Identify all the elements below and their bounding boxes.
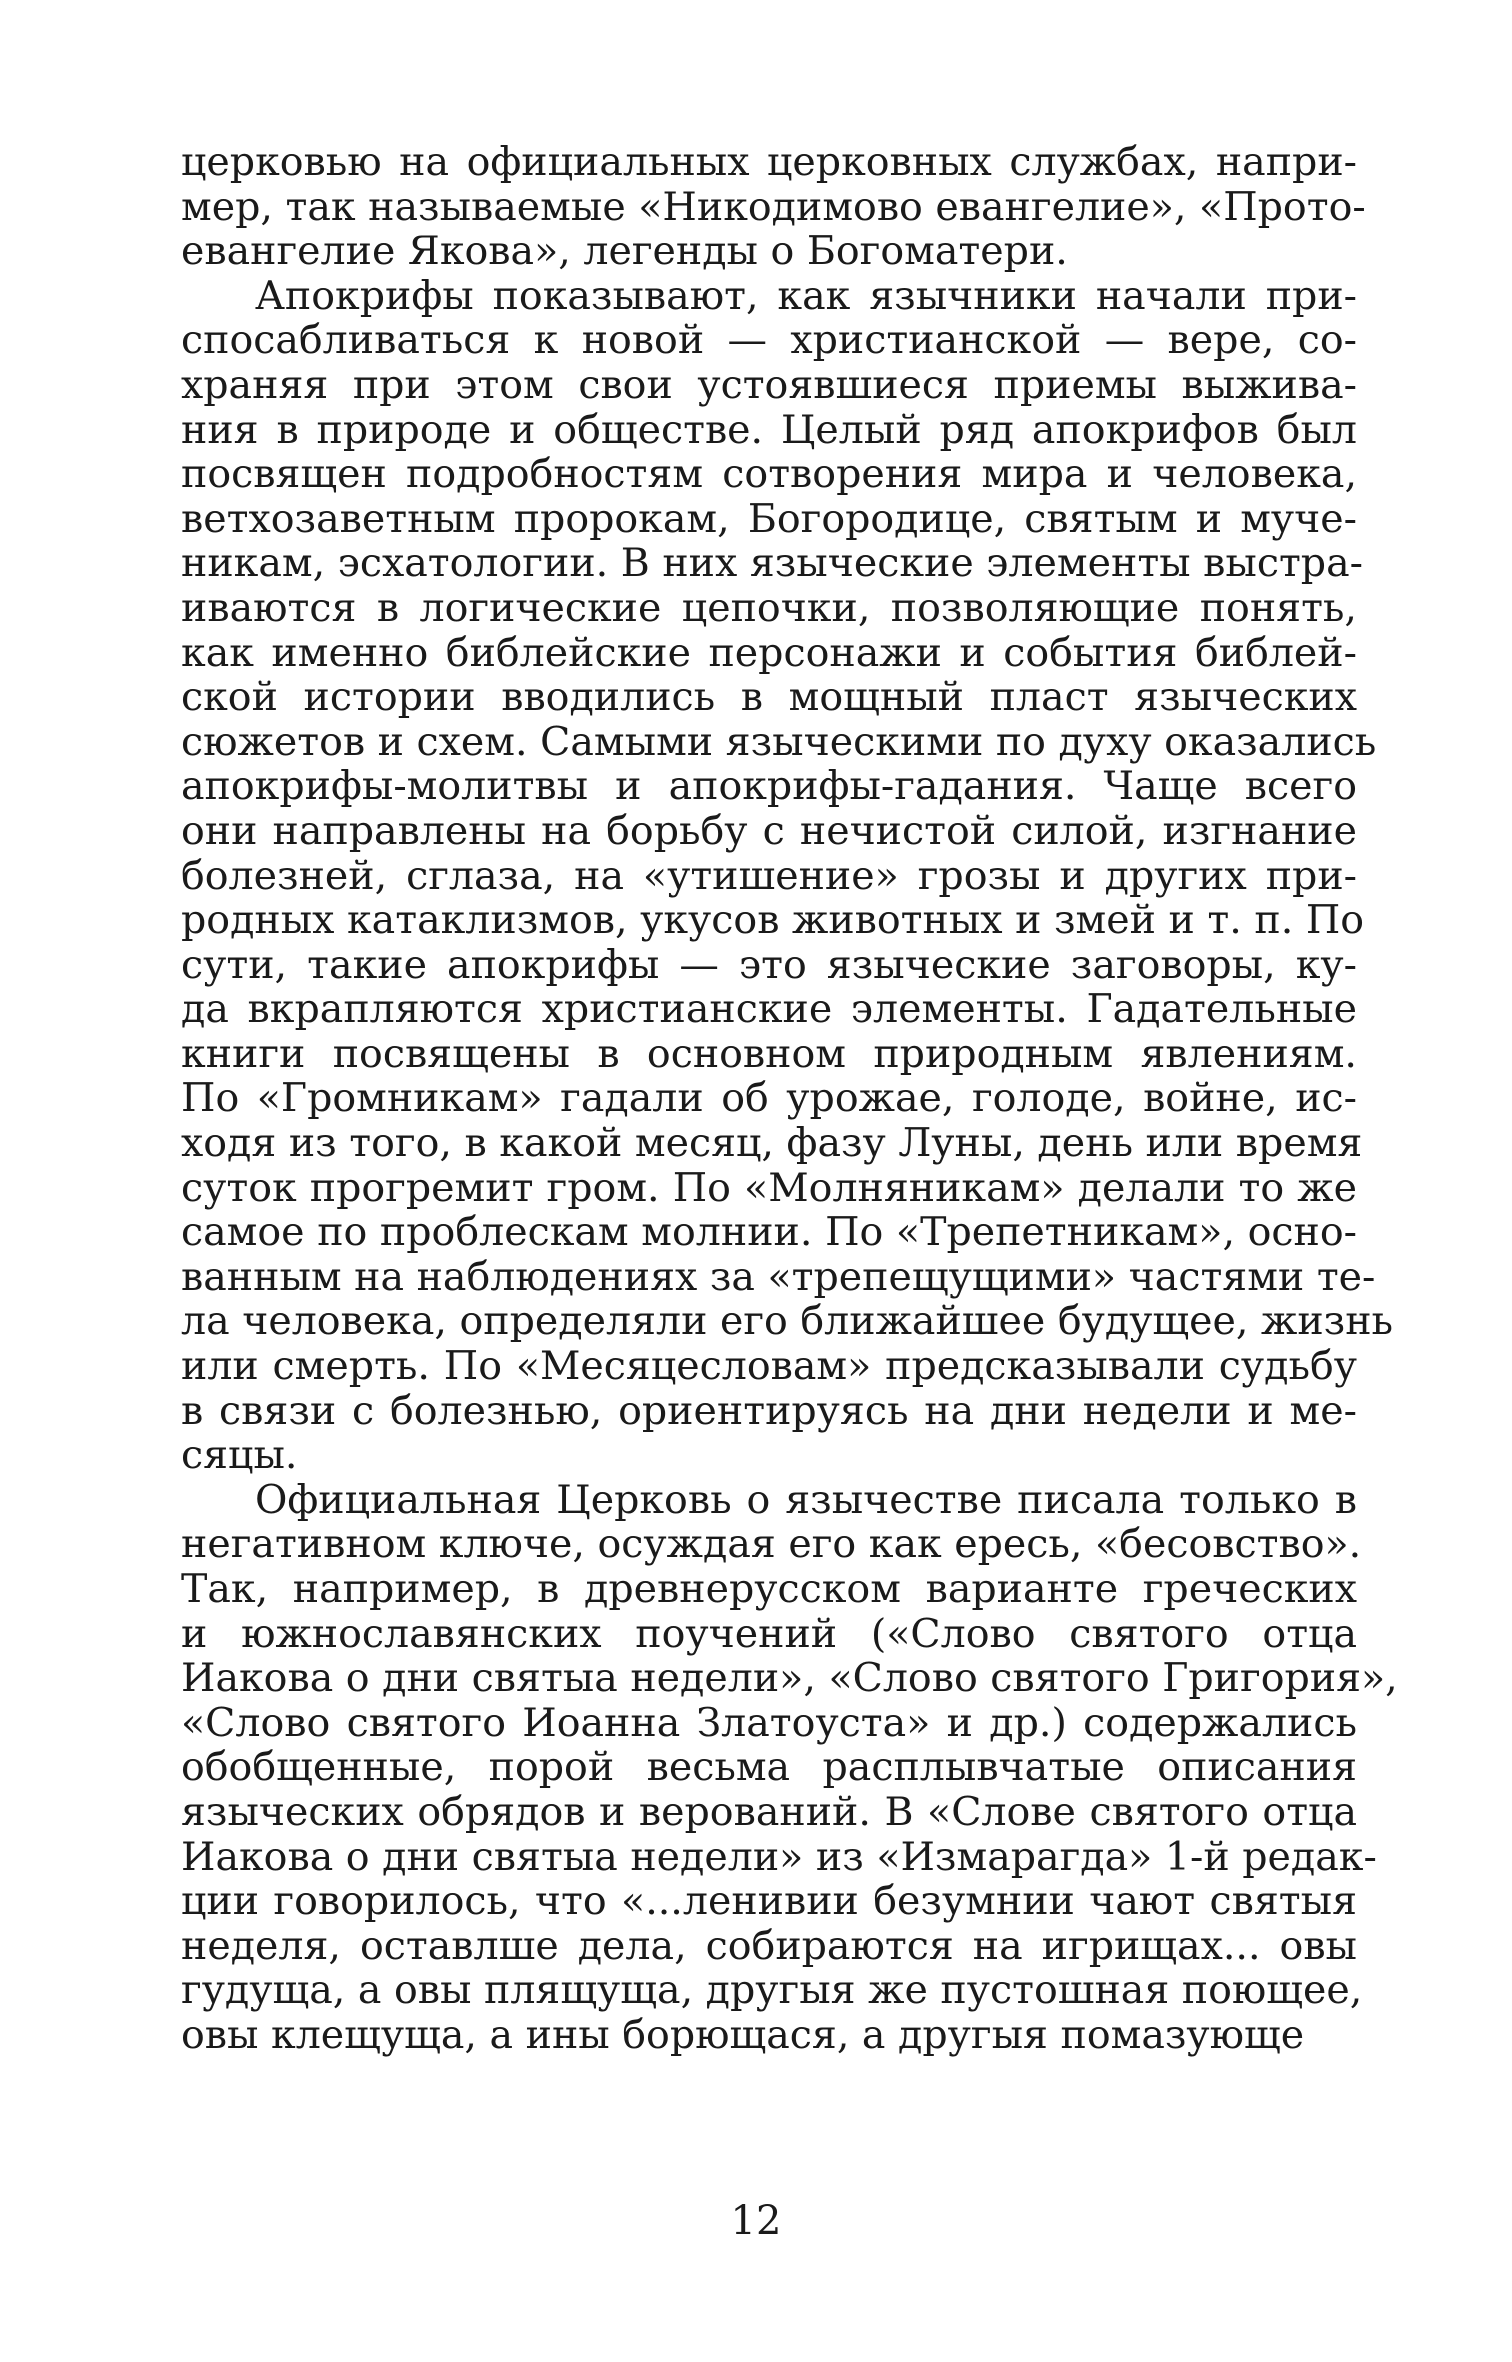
text-line: ла человека, определяли его ближайшее будущее, жизнь bbox=[181, 1298, 1394, 1345]
text-line: Так, например, в древнерусском варианте греческих bbox=[181, 1566, 1357, 1612]
text-line: По «Громникам» гадали об урожае, голоде, войне, ис- bbox=[181, 1075, 1357, 1122]
text-line: Официальная Церковь о язычестве писала только в bbox=[255, 1476, 1357, 1523]
text-line: да вкрапляются христианские элементы. Гадательные bbox=[181, 986, 1357, 1033]
text-line: овы клещуща, а ины борющася, а другыя помазующе bbox=[181, 2011, 1305, 2058]
text-line: сюжетов и схем. Самыми языческими по духу оказались bbox=[181, 718, 1377, 765]
paragraph bbox=[181, 1476, 1398, 2058]
text-line: книги посвящены в основном природным явлениям. bbox=[181, 1030, 1357, 1077]
text-line: болезней, сглаза, на «утишение» грозы и других при- bbox=[181, 852, 1357, 899]
text-line: спосабливаться к новой — христианской — вере, со- bbox=[181, 317, 1357, 364]
body-text bbox=[181, 139, 1398, 2058]
paragraph bbox=[181, 272, 1394, 1479]
text-line: иваются в логические цепочки, позволяющие понять, bbox=[181, 584, 1357, 631]
text-line: Иакова о дни святыа недели» из «Измарагда» 1-й редак- bbox=[181, 1833, 1377, 1880]
text-line: неделя, оставлше дела, собираются на игрищах... овы bbox=[181, 1922, 1357, 1969]
text-line: сяцы. bbox=[181, 1432, 298, 1479]
text-line: Апокрифы показывают, как язычники начали при- bbox=[255, 272, 1357, 319]
paragraph bbox=[181, 139, 1366, 275]
text-line: родных катаклизмов, укусов животных и змей и т. п. По bbox=[181, 897, 1365, 944]
text-line: они направлены на борьбу с нечистой силой, изгнание bbox=[181, 807, 1357, 854]
text-line: сути, такие апокрифы — это языческие заговоры, ку- bbox=[181, 941, 1357, 988]
text-line: языческих обрядов и верований. В «Слове святого отца bbox=[181, 1788, 1357, 1835]
text-line: и южнославянских поучений («Слово святого отца bbox=[181, 1610, 1357, 1657]
page-number: 12 bbox=[730, 2198, 782, 2244]
text-line: ванным на наблюдениях за «трепещущими» частями те- bbox=[181, 1253, 1376, 1300]
text-line: негативном ключе, осуждая его как ересь, «бесовство». bbox=[181, 1521, 1362, 1568]
text-line: ции говорилось, что «...ленивии безумнии чают святыя bbox=[181, 1878, 1357, 1925]
text-line: апокрифы-молитвы и апокрифы-гадания. Чаще всего bbox=[181, 763, 1357, 810]
text-line: Иакова о дни святыа недели», «Слово святого Григория», bbox=[181, 1655, 1398, 1702]
text-line: храняя при этом свои устоявшиеся приемы выжива- bbox=[181, 361, 1357, 408]
text-line: ветхозаветным пророкам, Богородице, святым и муче- bbox=[181, 495, 1357, 542]
text-line: «Слово святого Иоанна Златоуста» и др.) содержались bbox=[181, 1699, 1357, 1746]
text-line: мер, так называемые «Никодимово евангелие», «Прото- bbox=[181, 183, 1366, 230]
text-line: посвящен подробностям сотворения мира и человека, bbox=[181, 451, 1357, 498]
text-line: обобщенные, порой весьма расплывчатые описания bbox=[181, 1744, 1357, 1791]
text-line: гудуща, а овы плящуща, другыя же пустошная поющее, bbox=[181, 1967, 1363, 2014]
text-line: или смерть. По «Месяцесловам» предсказывали судьбу bbox=[181, 1343, 1357, 1390]
text-line: суток прогремит гром. По «Молняникам» делали то же bbox=[181, 1164, 1357, 1211]
text-line: ской истории вводились в мощный пласт языческих bbox=[181, 674, 1357, 721]
text-line: как именно библейские персонажи и события библей- bbox=[181, 629, 1357, 676]
text-line: ния в природе и обществе. Целый ряд апокрифов был bbox=[181, 406, 1357, 453]
text-line: в связи с болезнью, ориентируясь на дни недели и ме- bbox=[181, 1387, 1357, 1434]
text-line: никам, эсхатологии. В них языческие элементы выстра- bbox=[181, 540, 1363, 587]
text-line: ходя из того, в какой месяц, фазу Луны, день или время bbox=[181, 1120, 1363, 1167]
text-line: евангелие Якова», легенды о Богоматери. bbox=[181, 228, 1068, 275]
text-line: самое по проблескам молнии. По «Трепетникам», осно- bbox=[181, 1209, 1357, 1256]
text-line: церковью на официальных церковных службах, напри- bbox=[181, 139, 1357, 185]
